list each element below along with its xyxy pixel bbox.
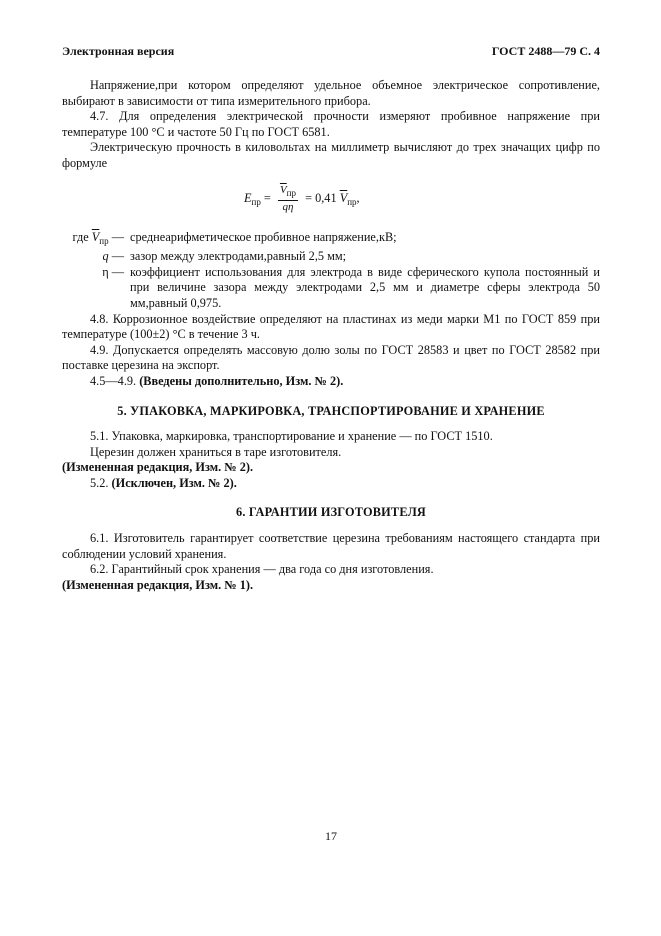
section-5-title: 5. УПАКОВКА, МАРКИРОВКА, ТРАНСПОРТИРОВАНИЕ И ХРАНЕНИЕ bbox=[117, 403, 545, 418]
header-right: ГОСТ 2488—79 С. 4 bbox=[491, 44, 600, 58]
page-number: 17 bbox=[325, 829, 337, 843]
paragraph-5-storage: Церезин должен храниться в таре изготовителя. bbox=[90, 444, 342, 459]
formula-num: $\overline{V}$ bbox=[279, 183, 287, 196]
paragraph-strength: Электрическую прочность в киловольтах на миллиметр вычисляют до трех значащих цифр по формуле bbox=[62, 140, 600, 170]
formula bbox=[62, 178, 600, 226]
paragraph-6-2: 6.2. Гарантийный срок хранения — два года со дня изготовления. bbox=[90, 562, 434, 577]
formula-coef: = 0,41 bbox=[305, 190, 337, 205]
where-text: среднеарифметическое пробивное напряжение,кВ; bbox=[130, 229, 397, 244]
where-text: коэффициент использования для электрода в виде сферического купола постоянный и при величине зазора между электродами 2,5 мм и диаметре сферы электрода 50 мм,равный 0,975. bbox=[130, 264, 600, 310]
paragraph-4-9: 4.9. Допускается определять массовую долю золы по ГОСТ 28583 и цвет по ГОСТ 28582 при поставке церезина на экспорт. bbox=[62, 342, 600, 373]
formula-den: qη bbox=[282, 200, 294, 213]
where-item: η — коэффициент использования для электрода в виде сферического купола постоянный и при величине зазора между электродами 2,5 мм и диаметре сферы электрода 50 мм,равный 0,975. bbox=[102, 264, 600, 310]
paragraph-5-2: 5.2. (Исключен, Изм. № 2). bbox=[90, 475, 237, 490]
paragraph-5-1: 5.1. Упаковка, маркировка, транспортирование и хранение — по ГОСТ 1510. bbox=[90, 429, 493, 444]
formula-tail: , bbox=[356, 190, 360, 205]
paragraph-4-7: 4.7. Для определения электрической прочности измеряют пробивное напряжение при температуре 100 °С и частоте 50 Гц по ГОСТ 6581. bbox=[62, 109, 600, 139]
formula-fraction bbox=[278, 184, 298, 214]
paragraph-6-1: 6.1. Изготовитель гарантирует соответствие церезина требованиям настоящего стандарта при соблюдении условий хранения. bbox=[62, 531, 600, 561]
paragraph-voltage: Напряжение,при котором определяют удельное объемное электрическое сопротивление, выбирают в зависимости от типа измерительного прибора. bbox=[62, 78, 600, 108]
formula-eq: = bbox=[263, 190, 271, 205]
where-intro: где bbox=[72, 229, 89, 244]
formula-rhs: $\overline{V}$ bbox=[339, 190, 348, 205]
formula-lhs: E bbox=[244, 190, 252, 205]
amendment-note: (Измененная редакция, Изм. № 2). bbox=[62, 460, 254, 475]
formula-rhs-sub: пр bbox=[347, 196, 357, 207]
header-left: Электронная версия bbox=[62, 44, 175, 58]
paragraph-4-8: 4.8. Коррозионное воздействие определяют на пластинах из меди марки М1 по ГОСТ 859 при температуре (100±2) °С в течение 3 ч. bbox=[62, 311, 600, 342]
where-list bbox=[62, 230, 600, 312]
formula-lhs-sub: пр bbox=[251, 196, 261, 207]
where-item: q — зазор между электродами,равный 2,5 мм; bbox=[62, 249, 600, 265]
where-item: где $\overline{V}_{пр}$ — среднеарифметическое пробивное напряжение,кВ; bbox=[62, 230, 600, 250]
amendment-note: (Измененная редакция, Изм. № 1). bbox=[62, 577, 254, 592]
formula-num-sub: пр bbox=[286, 187, 296, 198]
page-body bbox=[62, 78, 600, 593]
section-6-title: 6. ГАРАНТИИ ИЗГОТОВИТЕЛЯ bbox=[235, 505, 427, 520]
where-text: зазор между электродами,равный 2,5 мм; bbox=[130, 249, 347, 264]
paragraph-4-5-4-9: 4.5—4.9. (Введены дополнительно, Изм. № 2). bbox=[90, 373, 344, 388]
